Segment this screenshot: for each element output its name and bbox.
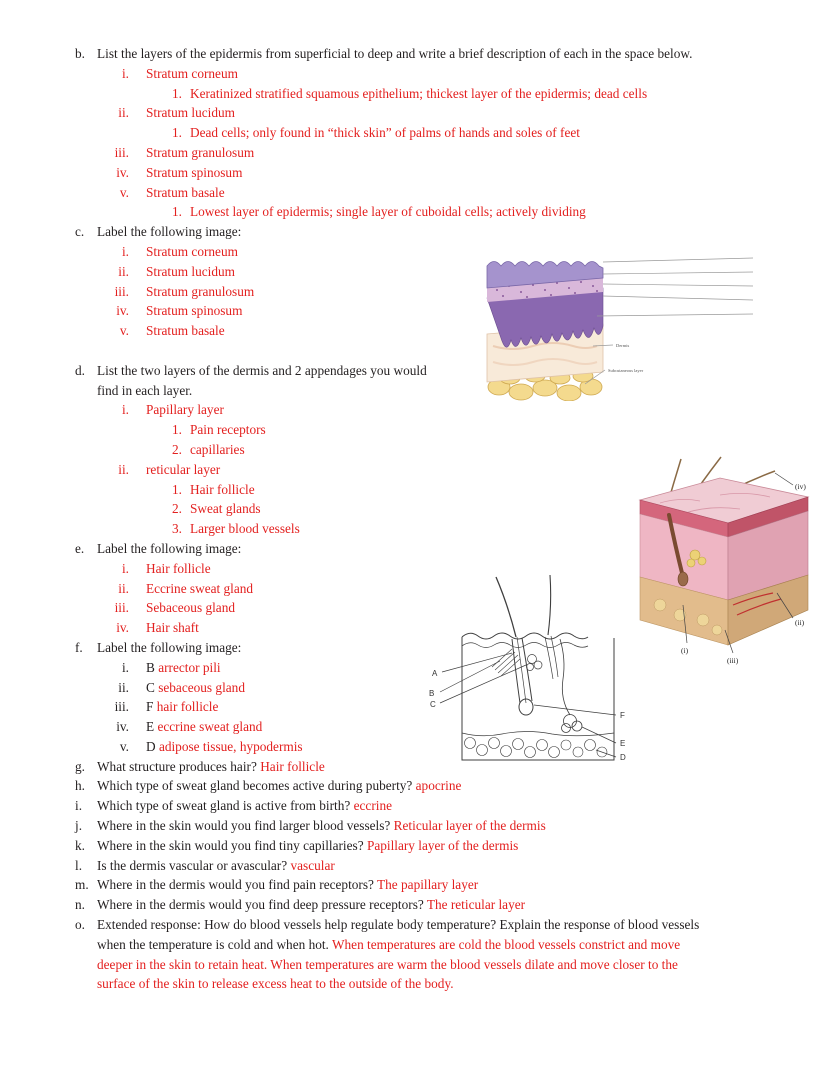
list-marker: f.	[75, 639, 83, 655]
line-text	[97, 222, 828, 242]
list-marker: b.	[75, 46, 85, 61]
label-a: A	[432, 669, 438, 678]
line-text	[190, 202, 828, 222]
answer-text: capillaries	[190, 441, 245, 457]
question-text: Label the following image:	[97, 224, 242, 240]
question-text: when the temperature is cold and when hot.	[97, 936, 332, 952]
list-marker: v.	[119, 738, 129, 754]
doc-line	[0, 400, 828, 420]
list-marker: iii.	[114, 600, 129, 616]
question-text: Where in the skin would you find tiny capillaries?	[97, 837, 367, 853]
label-e: E	[620, 739, 626, 748]
list-marker: c.	[75, 224, 85, 240]
list-marker: i.	[75, 798, 83, 814]
question-text: F	[146, 699, 157, 715]
answer-text: arrector pili	[158, 659, 221, 675]
line-text	[146, 143, 828, 163]
line-text	[97, 816, 828, 836]
list-marker: i.	[121, 659, 129, 675]
line-text	[97, 796, 828, 816]
skin-block-illustration	[625, 455, 825, 670]
list-marker: i.	[121, 65, 129, 81]
doc-line	[0, 143, 828, 163]
question-text: Extended response: How do blood vessels help regulate body temperature? Explain the response of blood vessels	[97, 917, 700, 933]
question-text: List the two layers of the dermis and 2 appendages you would	[97, 362, 427, 378]
answer-text: Stratum granulosum	[146, 283, 255, 299]
list-marker: ii.	[118, 580, 129, 596]
answer-text: adipose tissue, hypodermis	[158, 738, 303, 754]
doc-line	[0, 836, 828, 856]
doc-line	[0, 974, 828, 994]
list-marker: ii.	[118, 679, 129, 695]
list-marker	[75, 955, 97, 975]
question-text: Where in the skin would you find larger blood vessels?	[97, 818, 394, 834]
answer-text: Stratum spinosum	[146, 303, 243, 319]
list-marker: 1.	[172, 85, 182, 101]
answer-text: Stratum basale	[146, 184, 225, 200]
list-marker: i.	[121, 560, 129, 576]
answer-text: hair follicle	[156, 699, 219, 715]
question-text: D	[146, 738, 159, 754]
answer-text: Stratum granulosum	[146, 144, 255, 160]
line-text	[97, 915, 828, 935]
list-marker: 1.	[172, 125, 182, 141]
doc-line	[0, 757, 828, 777]
doc-line	[0, 123, 828, 143]
answer-text: Keratinized stratified squamous epithelium; thickest layer of the epidermis; dead cells	[190, 85, 648, 101]
answer-text: Pain receptors	[190, 422, 266, 438]
label-iii: (iii)	[727, 656, 739, 665]
doc-line	[0, 163, 828, 183]
sweat-duct	[560, 639, 570, 715]
question-text: E	[146, 719, 158, 735]
answer-text: Reticular layer of the dermis	[393, 818, 546, 834]
line-text	[146, 400, 828, 420]
list-marker: iv.	[116, 620, 129, 636]
question-text: Where in the dermis would you find pain receptors?	[97, 877, 378, 893]
line-text	[97, 935, 828, 955]
hypodermis-boundary	[462, 732, 614, 736]
list-marker: v.	[119, 184, 129, 200]
label-f: F	[620, 711, 625, 720]
list-marker: 2.	[172, 441, 182, 457]
line-text	[97, 856, 828, 876]
epidermis-base	[462, 643, 588, 648]
doc-line	[0, 64, 828, 84]
list-marker: g.	[75, 758, 85, 774]
line-text	[97, 955, 828, 975]
answer-text: vascular	[290, 857, 335, 873]
doc-line	[0, 103, 828, 123]
list-marker: 1.	[172, 204, 182, 220]
list-marker: 1.	[172, 481, 182, 497]
line-text	[97, 875, 828, 895]
list-marker: 3.	[172, 521, 182, 537]
answer-text: Hair shaft	[146, 620, 199, 636]
follicle-bulb	[678, 572, 688, 586]
figure-skin-line-drawing	[420, 575, 635, 775]
question-text: List the layers of the epidermis from superficial to deep and write a brief description of each in the space below.	[97, 46, 693, 61]
list-marker: ii.	[118, 461, 129, 477]
question-text: Label the following image:	[97, 540, 242, 556]
doc-line	[0, 915, 828, 935]
line-text	[97, 895, 828, 915]
doc-line	[0, 44, 828, 64]
answer-text: eccrine sweat gland	[157, 719, 263, 735]
hair-shaft-2	[548, 575, 551, 635]
question-text: Which type of sweat gland is active from birth?	[97, 798, 354, 814]
epidermis-surface	[462, 633, 588, 639]
list-marker: h.	[75, 778, 85, 794]
question-text: Which type of sweat gland becomes active during puberty?	[97, 778, 416, 794]
label-i: (i)	[681, 646, 689, 655]
label-d: D	[620, 753, 626, 762]
epidermis-illustration	[485, 246, 760, 401]
answer-text: Stratum lucidum	[146, 263, 236, 279]
doc-line	[0, 202, 828, 222]
doc-line	[0, 737, 828, 757]
figure-skin-block-3d	[625, 455, 825, 670]
answer-text: The reticular layer	[426, 897, 526, 913]
answer-text: Larger blood vessels	[190, 521, 300, 537]
question-text: What structure produces hair?	[97, 758, 261, 774]
pointer-lines	[440, 653, 616, 757]
answer-text: Eccrine sweat gland	[146, 580, 254, 596]
list-marker: iv.	[116, 719, 129, 735]
line-text	[97, 974, 828, 994]
fat-cells	[465, 738, 608, 758]
question-text: C	[146, 679, 159, 695]
list-marker: ii.	[118, 263, 129, 279]
question-text: Label the following image:	[97, 639, 242, 655]
subcutaneous-label: Subcutaneous layer	[608, 368, 644, 373]
answer-text: deeper in the skin to retain heat. When temperatures are warm the blood vessels dilate and move closer to the	[97, 956, 678, 972]
line-text	[190, 123, 828, 143]
list-marker: iv.	[116, 164, 129, 180]
sebaceous-gland	[527, 655, 543, 671]
label-c: C	[430, 700, 436, 709]
list-marker	[75, 974, 97, 994]
answer-text: The papillary layer	[377, 877, 479, 893]
answer-text: eccrine	[353, 798, 393, 814]
doc-line	[0, 955, 828, 975]
answer-text: Hair follicle	[146, 560, 211, 576]
list-marker: i.	[121, 402, 129, 418]
question-text: Is the dermis vascular or avascular?	[97, 857, 291, 873]
doc-line	[0, 935, 828, 955]
list-marker: o.	[75, 917, 85, 933]
answer-text: surface of the skin to release excess heat to the outside of the body.	[97, 976, 454, 992]
answer-text: Stratum basale	[146, 323, 225, 339]
line-text	[190, 84, 828, 104]
answer-text: sebaceous gland	[158, 679, 245, 695]
list-marker: 2.	[172, 501, 182, 517]
doc-line	[0, 678, 828, 698]
line-text	[146, 64, 828, 84]
question-text: B	[146, 659, 159, 675]
answer-text: reticular layer	[146, 461, 221, 477]
answer-text: Stratum lucidum	[146, 105, 236, 121]
doc-line	[0, 697, 828, 717]
hair-shaft-1	[496, 577, 516, 637]
list-marker: k.	[75, 837, 85, 853]
label-iv: (iv)	[795, 482, 806, 491]
list-marker: j.	[75, 818, 83, 834]
skin-line-art	[420, 575, 635, 775]
sweat-gland-coil	[562, 715, 583, 733]
question-text: find in each layer.	[97, 382, 193, 398]
list-marker: e.	[75, 540, 85, 556]
line-text	[97, 836, 828, 856]
doc-line	[0, 895, 828, 915]
doc-line	[0, 875, 828, 895]
doc-line	[0, 183, 828, 203]
answer-text: Hair follicle	[190, 481, 255, 497]
answer-text: Lowest layer of epidermis; single layer of cuboidal cells; actively dividing	[190, 204, 586, 220]
list-marker: iv.	[116, 303, 129, 319]
question-text: Where in the dermis would you find deep pressure receptors?	[97, 897, 427, 913]
doc-line	[0, 222, 828, 242]
list-marker: 1.	[172, 422, 182, 438]
list-marker: m.	[75, 877, 89, 893]
answer-text: Stratum corneum	[146, 65, 238, 81]
list-marker: iii.	[114, 283, 129, 299]
doc-line	[0, 776, 828, 796]
list-marker: ii.	[118, 105, 129, 121]
line-text	[97, 776, 828, 796]
list-marker: v.	[119, 323, 129, 339]
doc-line	[0, 796, 828, 816]
label-b: B	[429, 689, 435, 698]
list-marker: iii.	[114, 144, 129, 160]
line-text	[97, 44, 828, 64]
answer-text: Papillary layer	[146, 402, 224, 418]
answer-text: apocrine	[415, 778, 462, 794]
list-marker: l.	[75, 857, 83, 873]
answer-text: Stratum corneum	[146, 243, 238, 259]
dermis-label: Dermis	[616, 343, 630, 348]
doc-line	[0, 84, 828, 104]
list-marker	[75, 381, 97, 401]
line-text	[146, 103, 828, 123]
list-marker	[75, 935, 97, 955]
label-pointer-lines	[585, 258, 753, 384]
answer-text: Sebaceous gland	[146, 600, 235, 616]
list-marker: iii.	[114, 699, 129, 715]
list-marker: i.	[121, 243, 129, 259]
follicle-wall-right	[522, 638, 532, 701]
follicle-2	[545, 636, 558, 679]
doc-line	[0, 816, 828, 836]
label-ii: (ii)	[795, 618, 805, 627]
line-text	[190, 420, 828, 440]
figure-epidermis-layers	[485, 246, 760, 401]
line-text	[146, 183, 828, 203]
answer-text: Stratum spinosum	[146, 164, 243, 180]
doc-line	[0, 717, 828, 737]
list-marker: n.	[75, 897, 85, 913]
answer-text: Papillary layer of the dermis	[366, 837, 519, 853]
answer-text: Sweat glands	[190, 501, 261, 517]
doc-line	[0, 420, 828, 440]
answer-text: Dead cells; only found in “thick skin” of palms of hands and soles of feet	[190, 125, 580, 141]
answer-text: Hair follicle	[260, 758, 325, 774]
answer-text: When temperatures are cold the blood vessels constrict and move	[331, 936, 681, 952]
doc-line	[0, 856, 828, 876]
line-text	[146, 163, 828, 183]
list-marker: d.	[75, 362, 85, 378]
